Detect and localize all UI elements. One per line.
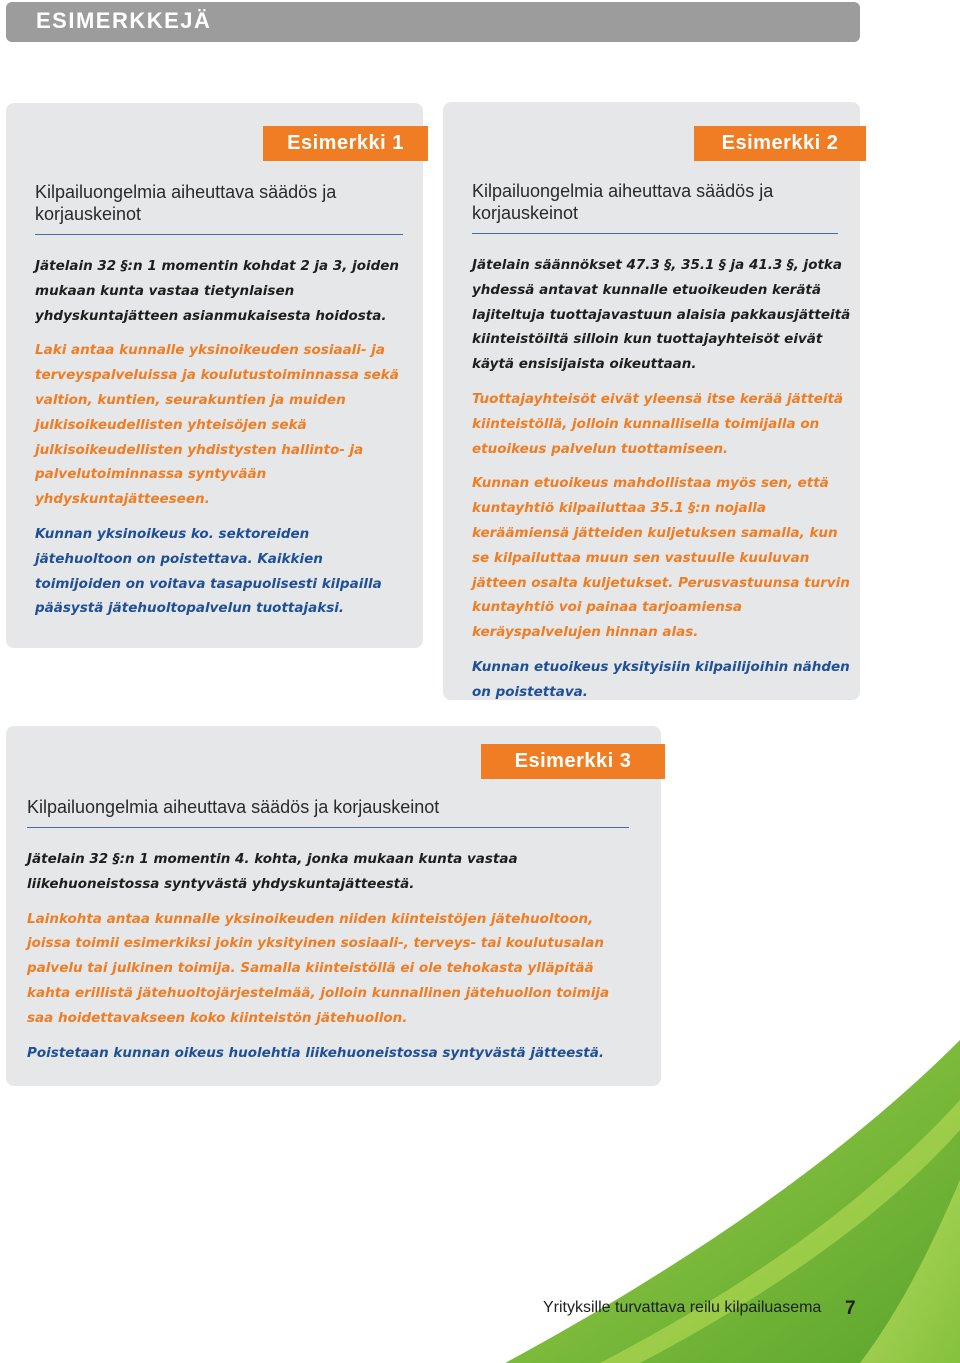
example-title-3 bbox=[27, 796, 627, 818]
problem-description: Tuottajayhteisöt eivät yleensä itse kerää jätteitä kiinteistöllä, jolloin kunnallisella toimijalla on etuoikeus palvelun tuottamiseen. bbox=[472, 390, 844, 457]
page-number: 7 bbox=[845, 1298, 856, 1319]
law-reference: Jätelain 32 §:n 1 momentin 4. kohta, jonka mukaan kunta vastaa liikehuoneistossa syntyvästä yhdyskuntajätteestä. bbox=[27, 851, 518, 892]
remedy: Kunnan etuoikeus yksityisiin kilpailijoihin nähden on poistettava. bbox=[472, 658, 850, 700]
title-line: Kilpailuongelmia aiheuttava säädös ja bbox=[472, 181, 774, 201]
example-title-2 bbox=[472, 180, 842, 224]
remedy: Poistetaan kunnan oikeus huolehtia liikehuoneistossa syntyvästä jätteestä. bbox=[27, 1044, 604, 1061]
section-header bbox=[6, 2, 860, 42]
law-reference: Jätelain säännökset 47.3 §, 35.1 § ja 41.3 §, jotka yhdessä antavat kunnalle etuoikeuden kerätä lajiteltuja tuottajavastuun alaisia pakkausjätteitä kiinteistöiltä silloin kun tuottajayhteisöt eivät käytä ensisijaista oikeuttaan. bbox=[472, 257, 851, 373]
title-divider bbox=[27, 827, 629, 828]
example-body-2 bbox=[472, 253, 852, 715]
example-tag-2: Esimerkki 2 bbox=[694, 126, 866, 161]
law-reference: Jätelain 32 §:n 1 momentin kohdat 2 ja 3, joiden mukaan kunta vastaa tietynlaisen yhdyskuntajätteen asianmukaisesta hoidosta. bbox=[35, 258, 400, 324]
title-divider bbox=[35, 234, 403, 235]
example-title-1 bbox=[35, 181, 405, 225]
example-tag-1: Esimerkki 1 bbox=[263, 126, 428, 161]
example-body-1 bbox=[35, 254, 410, 631]
title-line: korjauskeinot bbox=[472, 203, 579, 223]
section-title: ESIMERKKEJÄ bbox=[36, 8, 212, 33]
problem-description: Kunnan etuoikeus mahdollistaa myös sen, että kuntayhtiö kilpailuttaa 35.1 §:n nojalla keräämiensä jätteiden kuljetuksen samalla, kun se kilpailuttaa muun sen vastuulle kuuluvan jätteen osalta kuljetukset. Perusvastuunsa turvin kuntayhtiö voi painaa tarjoamiensa keräyspalvelujen hinnan alas. bbox=[472, 475, 850, 641]
footer-title: Yrityksille turvattava reilu kilpailuasema bbox=[543, 1299, 822, 1316]
example-body-3 bbox=[27, 847, 627, 1075]
title-line: korjauskeinot bbox=[35, 204, 142, 224]
example-tag-3: Esimerkki 3 bbox=[481, 744, 665, 779]
problem-description: Lainkohta antaa kunnalle yksinoikeuden niiden kiinteistöjen jätehuoltoon, joissa toimii esimerkiksi jokin yksityinen sosiaali-, terveys- tai koulutusalan palvelu tai julkinen toimija. Samalla kiinteistöllä ei ole tehokasta ylläpitää kahta erillistä jätehuoltojärjestelmää, jolloin kunnallinen jätehuollon toimija saa hoidettavakseen koko kiinteistön jätehuollon. bbox=[27, 910, 610, 1026]
title-divider bbox=[472, 233, 838, 234]
title-line: Kilpailuongelmia aiheuttava säädös ja bbox=[35, 182, 337, 202]
remedy: Kunnan yksinoikeus ko. sektoreiden jätehuoltoon on poistettava. Kaikkien toimijoiden on voitava tasapuolisesti kilpailla pääsystä jätehuoltopalvelun tuottajaksi. bbox=[35, 525, 382, 617]
problem-description: Laki antaa kunnalle yksinoikeuden sosiaali- ja terveyspalveluissa ja koulutustoiminnassa sekä valtion, kuntien, seurakuntien ja muiden julkisoikeudellisten yhteisöjen sekä julkisoikeudellisten yhdistysten hallinto- ja palvelutoiminnassa syntyvään yhdyskuntajätteeseen. bbox=[35, 342, 399, 508]
title-line: Kilpailuongelmia aiheuttava säädös ja korjauskeinot bbox=[27, 797, 440, 817]
